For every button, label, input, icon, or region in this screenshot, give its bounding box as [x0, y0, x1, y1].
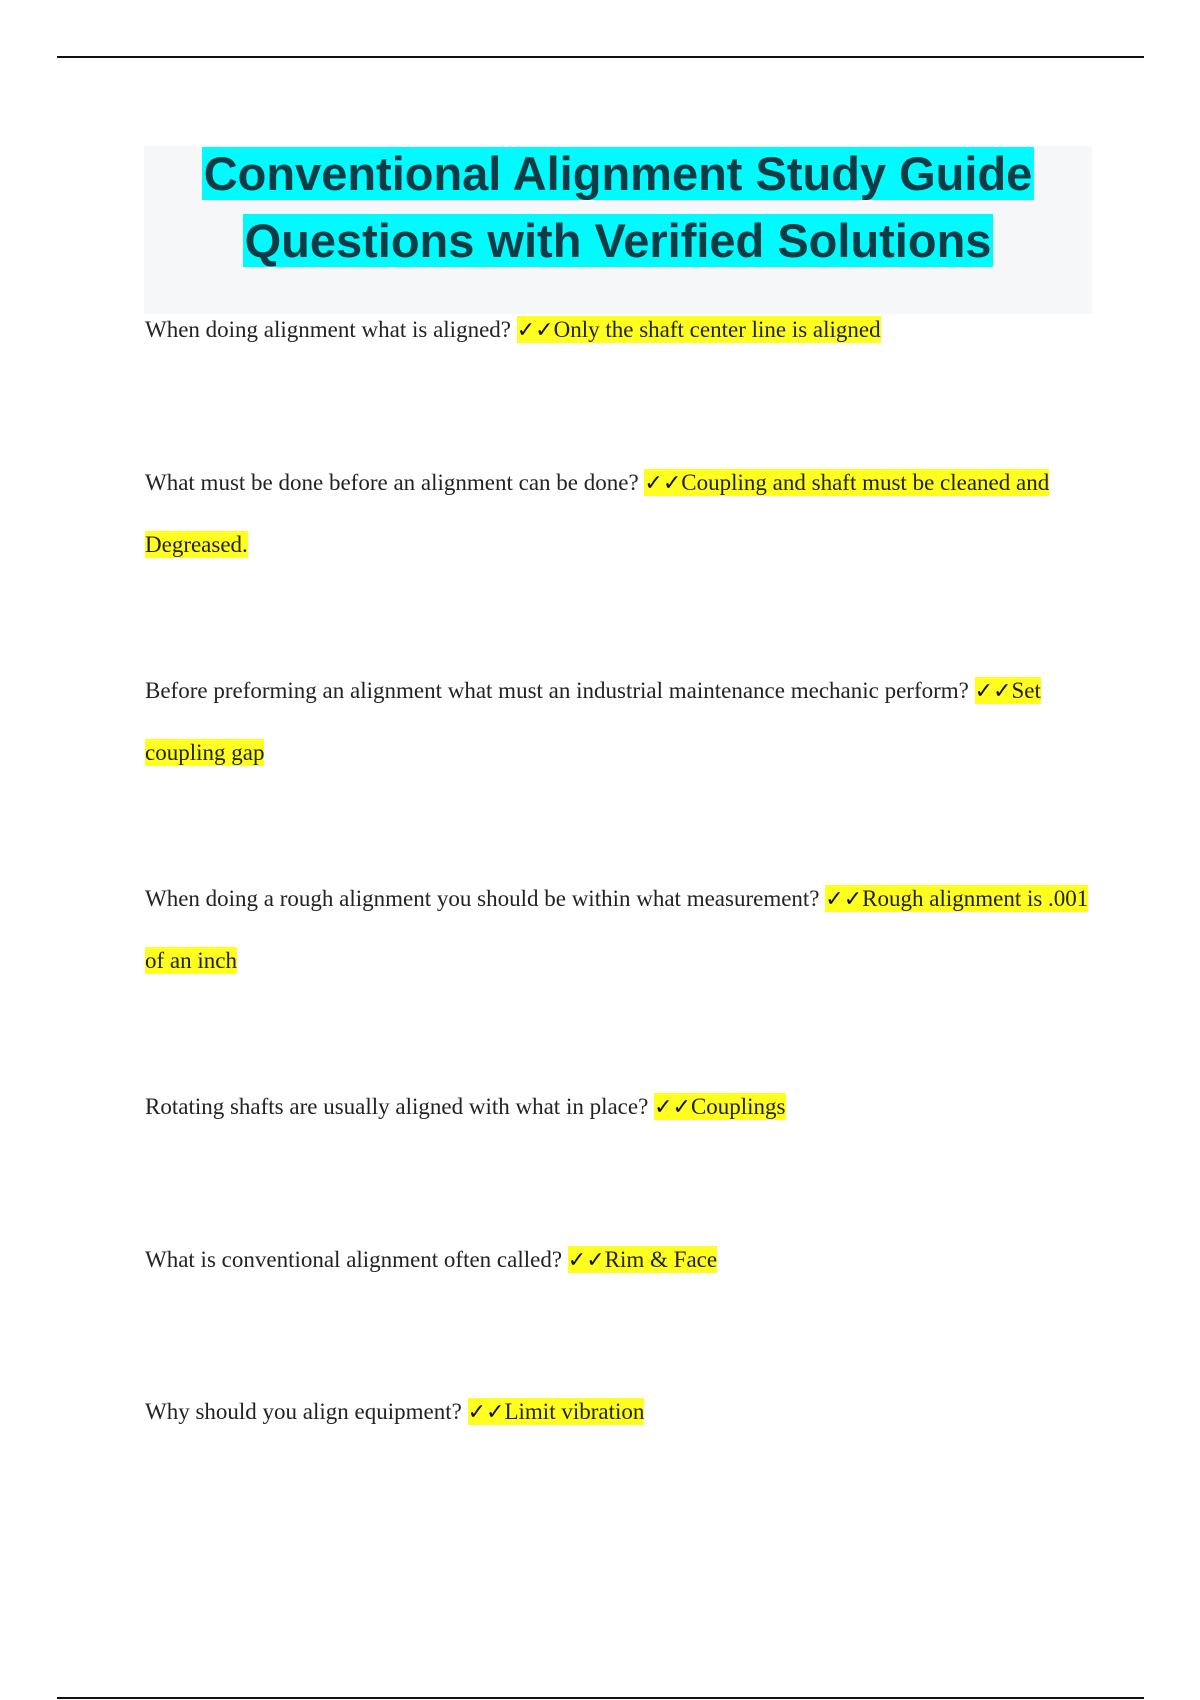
- title-line-1: Conventional Alignment Study Guide: [203, 147, 1033, 200]
- double-check-icon: ✓✓: [467, 1400, 505, 1425]
- qa-item-1: [145, 299, 1095, 361]
- answer-highlight: [568, 1246, 717, 1273]
- answer-highlight: [654, 1093, 785, 1120]
- double-check-icon: ✓✓: [567, 1248, 605, 1273]
- question-text: What is conventional alignment often called?: [145, 1247, 568, 1272]
- bottom-rule: [57, 1697, 1144, 1699]
- question-text: When doing a rough alignment you should be within what measurement?: [145, 886, 826, 911]
- qa-item-5: [145, 1076, 1095, 1138]
- question-text: What must be done before an alignment can be done?: [145, 470, 645, 495]
- qa-item-4: [145, 868, 1095, 991]
- question-text: Why should you align equipment?: [145, 1399, 468, 1424]
- answer-text: Coupling and shaft must be cleaned and Degreased.: [145, 470, 1050, 557]
- answer-text: Rim & Face: [604, 1247, 718, 1272]
- answer-highlight: [468, 1398, 645, 1425]
- title-line-2: Questions with Verified Solutions: [244, 214, 992, 267]
- question-text: When doing alignment what is aligned?: [145, 317, 517, 342]
- answer-text: Only the shaft center line is aligned: [553, 317, 881, 342]
- answer-text: Set coupling gap: [145, 678, 1041, 765]
- qa-item-3: [145, 660, 1095, 783]
- answer-text: Couplings: [690, 1094, 786, 1119]
- top-rule: [57, 56, 1144, 58]
- document-title: [144, 146, 1092, 280]
- qa-item-6: [145, 1229, 1095, 1291]
- double-check-icon: ✓✓: [825, 887, 863, 912]
- double-check-icon: ✓✓: [654, 1095, 691, 1120]
- question-text: Before preforming an alignment what must an industrial maintenance mechanic perform?: [145, 678, 975, 703]
- title-block: [144, 146, 1092, 314]
- answer-highlight: [517, 316, 881, 343]
- double-check-icon: ✓✓: [516, 318, 554, 343]
- answer-text: Rough alignment is .001 of an inch: [145, 886, 1089, 973]
- qa-item-7: [145, 1381, 1095, 1443]
- double-check-icon: ✓✓: [644, 471, 682, 496]
- double-check-icon: ✓✓: [974, 679, 1012, 704]
- qa-item-2: [145, 452, 1095, 575]
- answer-text: Limit vibration: [504, 1399, 645, 1424]
- question-text: Rotating shafts are usually aligned with what in place?: [145, 1094, 655, 1119]
